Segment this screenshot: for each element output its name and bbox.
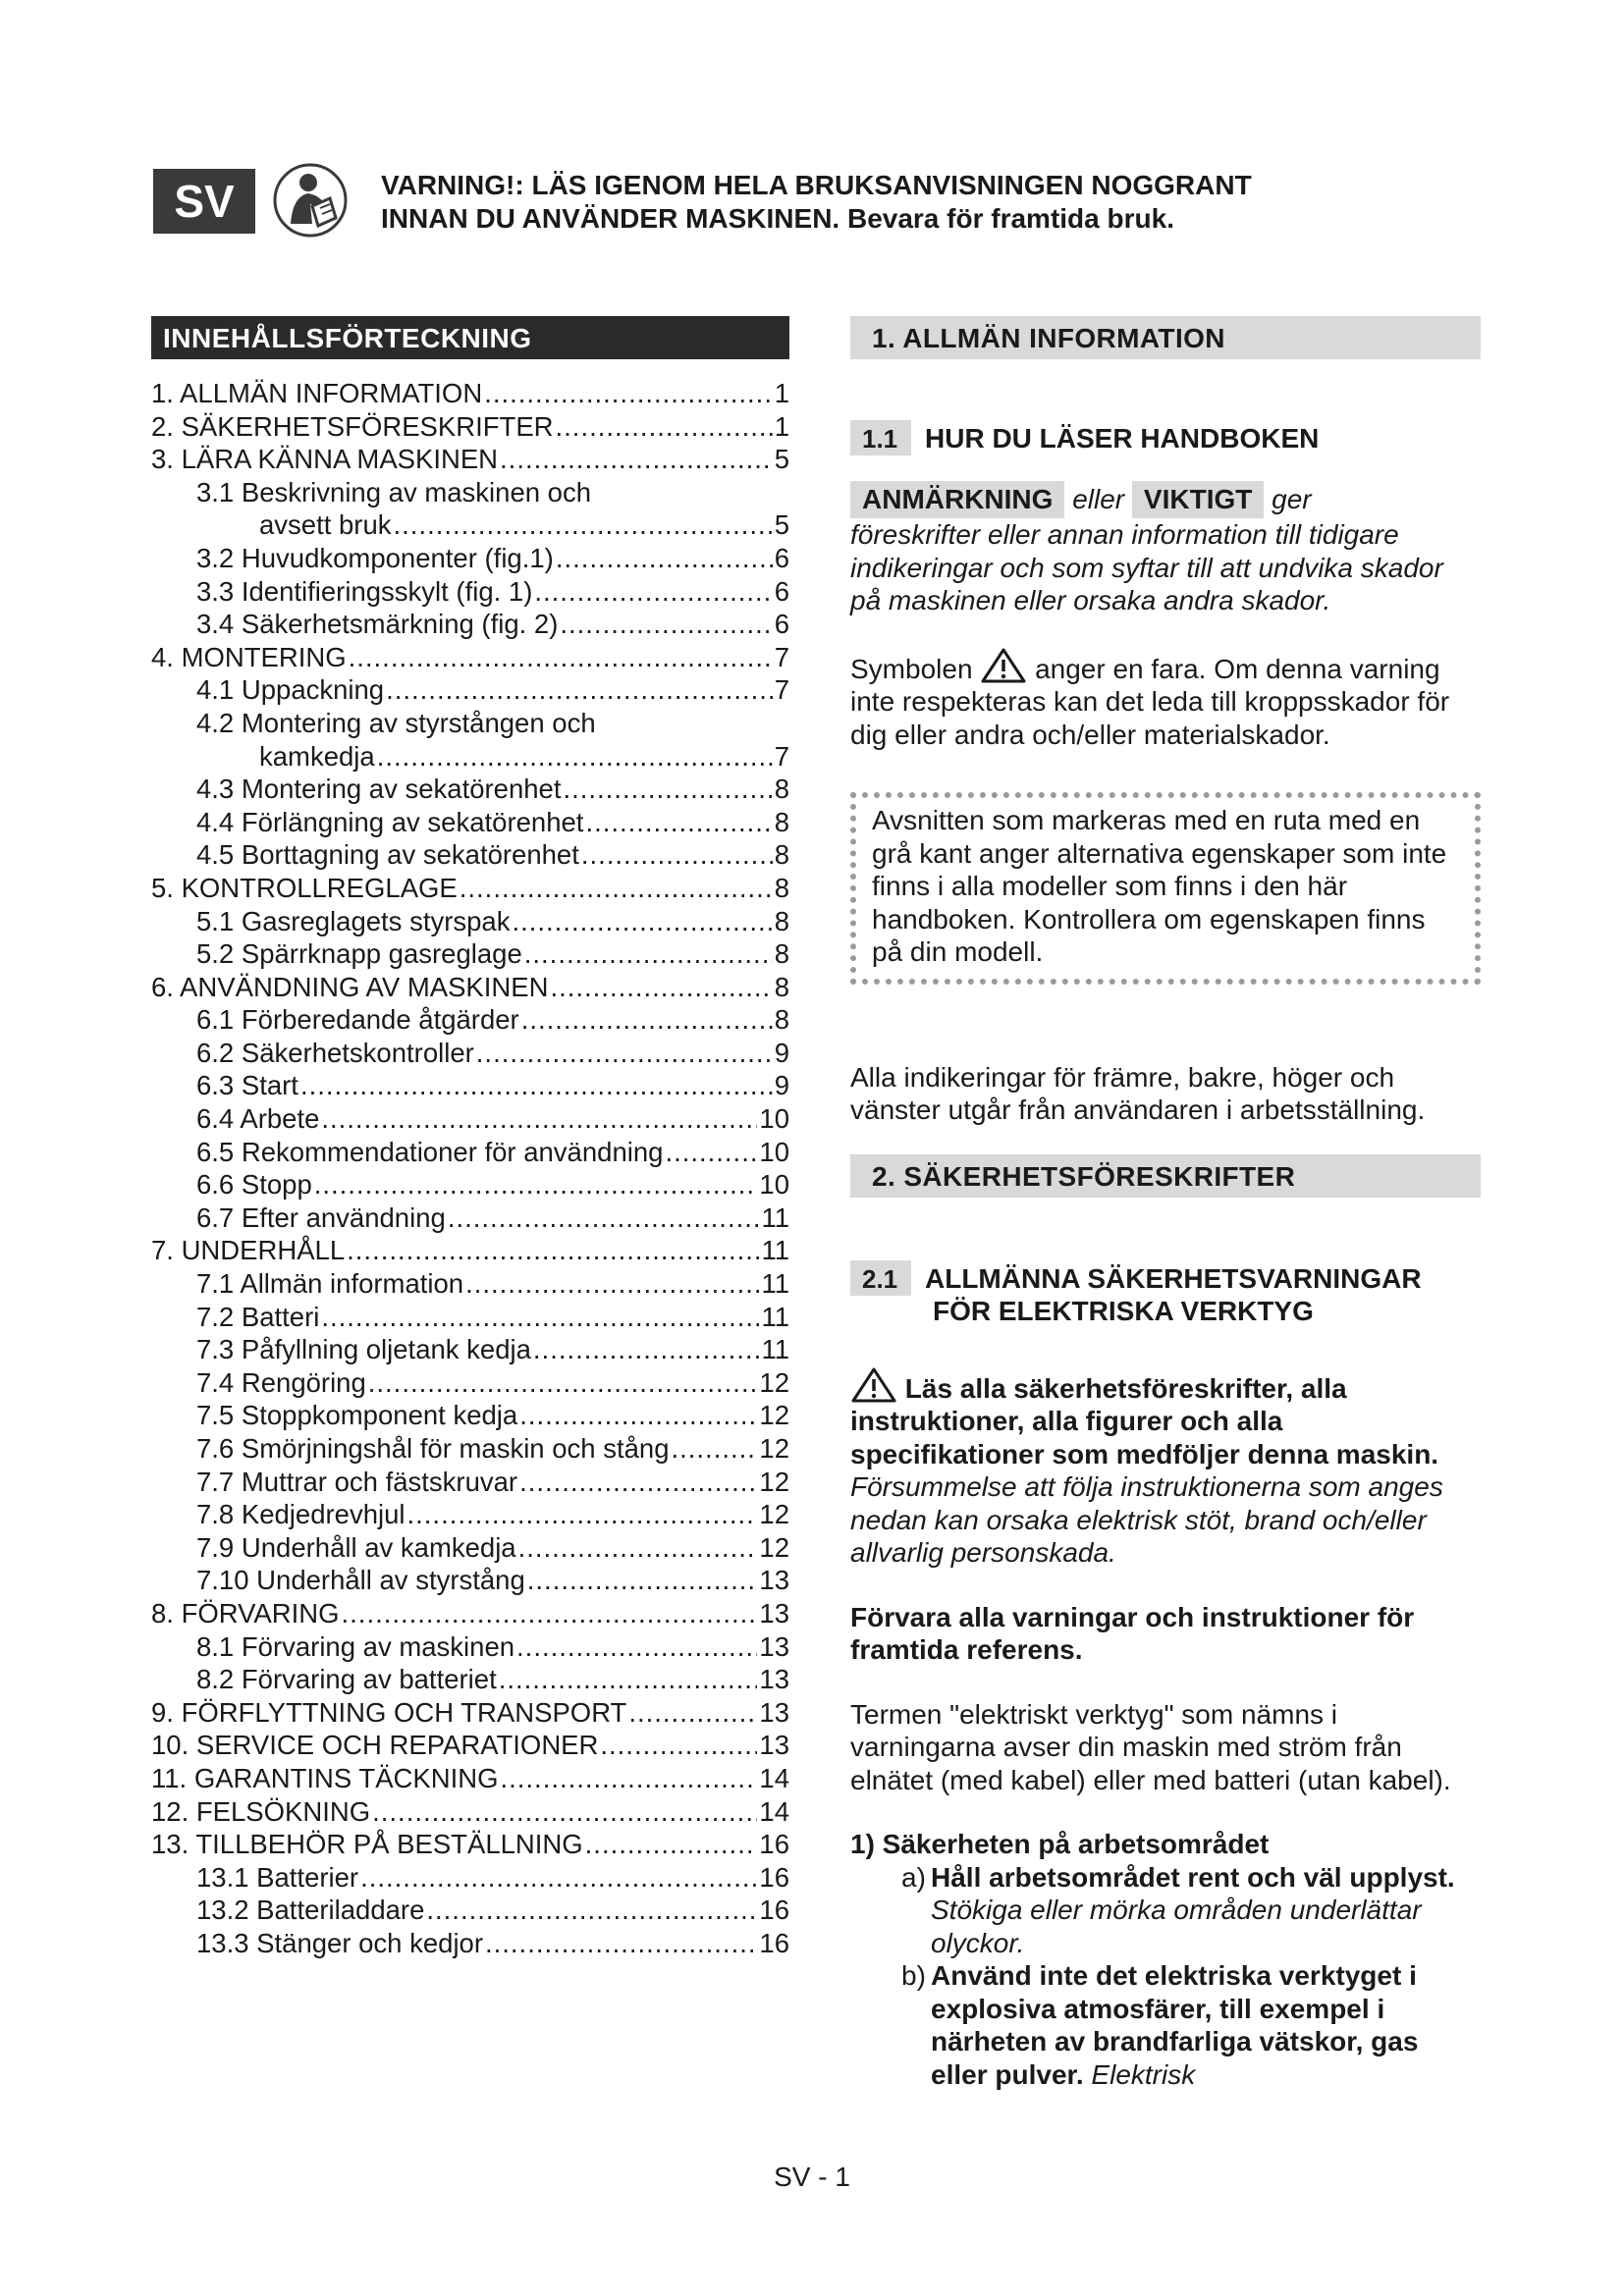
toc-entry-label: 10. SERVICE OCH REPARATIONER xyxy=(151,1730,599,1761)
toc-entry-page: 16 xyxy=(759,1861,789,1893)
toc-entry-label: 6.4 Arbete xyxy=(196,1103,320,1135)
list-item-italic: Elektrisk xyxy=(1091,2058,1196,2090)
list-item-b xyxy=(850,1959,1481,2091)
toc-entry-label: 4.4 Förlängning av sekatörenhet xyxy=(196,806,584,837)
toc-leader xyxy=(349,641,773,674)
toc-entry-label: 11. GARANTINS TÄCKNING xyxy=(151,1762,499,1793)
toc-entry[interactable] xyxy=(151,838,789,872)
list-item-body xyxy=(931,1861,1481,1960)
content-column xyxy=(850,316,1481,2091)
list-item-bold: Håll arbetsområdet rent och väl upplyst. xyxy=(931,1861,1455,1893)
subsection-1-1-heading xyxy=(850,420,1481,455)
subsection-title xyxy=(911,1260,1422,1327)
toc-entry-page: 8 xyxy=(774,1004,789,1036)
toc-entry[interactable] xyxy=(151,508,789,542)
list-item-title: 1) Säkerheten på arbetsområdet xyxy=(850,1829,1270,1859)
subsection-number: 2.1 xyxy=(850,1260,911,1296)
toc-entry-page: 8 xyxy=(774,905,789,936)
important-tag: VIKTIGT xyxy=(1132,481,1264,518)
toc-leader xyxy=(460,872,773,905)
toc-entry-page: 8 xyxy=(774,938,789,970)
note-mid-text: eller xyxy=(1072,484,1125,514)
toc-entry-page: 16 xyxy=(759,1895,789,1926)
toc-entry[interactable] xyxy=(151,1894,789,1927)
toc-entry-label: 7.2 Batteri xyxy=(196,1301,320,1332)
toc-title: INNEHÅLLSFÖRTECKNING xyxy=(151,316,789,359)
table-of-contents xyxy=(151,316,789,1960)
toc-entry-label: 6.3 Start xyxy=(196,1070,298,1101)
toc-entry[interactable] xyxy=(151,1301,789,1334)
toc-entry-label: 8.2 Förvaring av batteriet xyxy=(196,1664,497,1695)
toc-entry[interactable] xyxy=(151,443,789,476)
toc-entry-label: 7.4 Rengöring xyxy=(196,1366,366,1398)
toc-entry-page: 14 xyxy=(759,1795,789,1827)
toc-entry-label: 6.7 Efter användning xyxy=(196,1201,446,1233)
toc-entry[interactable] xyxy=(151,1069,789,1102)
toc-entry-label: 6. ANVÄNDNING AV MASKINEN xyxy=(151,971,549,1002)
toc-leader xyxy=(377,740,773,774)
toc-leader xyxy=(499,1663,758,1696)
toc-leader xyxy=(386,673,773,707)
toc-entry-page: 10 xyxy=(759,1103,789,1135)
toc-leader xyxy=(321,1301,759,1334)
model-variant-note-text: Avsnitten som markeras med en ruta med en grå kant anger alternativa egenskaper som inte finns i alla modeller som finns i den här handboken. Kontrollera om egenskapen finns på din modell. xyxy=(872,805,1447,967)
toc-entry[interactable] xyxy=(151,1003,789,1037)
toc-entry-label: 8. FÖRVARING xyxy=(151,1597,340,1629)
toc-leader xyxy=(501,1762,758,1795)
toc-entry-page: 7 xyxy=(774,740,789,772)
toc-leader xyxy=(563,773,772,806)
toc-entry-page: 11 xyxy=(761,1201,789,1233)
toc-entry[interactable] xyxy=(151,1333,789,1366)
toc-entry[interactable] xyxy=(151,1136,789,1169)
toc-entry-label: 7.6 Smörjningshål för maskin och stång xyxy=(196,1433,670,1464)
toc-leader xyxy=(585,806,772,839)
list-item-body xyxy=(931,1959,1481,2091)
toc-leader xyxy=(581,838,773,872)
toc-leader xyxy=(465,1267,759,1301)
toc-entry-page: 14 xyxy=(759,1762,789,1793)
work-area-safety-list xyxy=(850,1828,1481,2091)
toc-entry-page: 8 xyxy=(774,806,789,837)
toc-leader xyxy=(533,1333,760,1366)
note-tail-text: ger xyxy=(1272,484,1312,514)
toc-entry-page: 11 xyxy=(761,1334,789,1365)
toc-entry[interactable] xyxy=(151,740,789,774)
toc-entry[interactable] xyxy=(151,1531,789,1565)
toc-leader xyxy=(484,377,773,410)
toc-entry[interactable] xyxy=(151,1762,789,1795)
toc-entry[interactable] xyxy=(151,1432,789,1466)
toc-entry[interactable] xyxy=(151,377,789,410)
toc-entry[interactable] xyxy=(151,641,789,674)
toc-entry-page: 8 xyxy=(774,839,789,871)
toc-entry-label: 5.1 Gasreglagets styrspak xyxy=(196,905,511,936)
warning-header xyxy=(381,169,1363,236)
toc-leader xyxy=(347,1234,759,1267)
toc-leader xyxy=(314,1168,758,1201)
toc-entry-label: 6.6 Stopp xyxy=(196,1169,312,1201)
toc-leader xyxy=(527,1564,758,1597)
toc-leader xyxy=(360,1861,757,1895)
toc-entry-page: 10 xyxy=(759,1136,789,1167)
toc-entry[interactable] xyxy=(151,872,789,905)
toc-entry-page: 7 xyxy=(774,641,789,672)
toc-entry-page: 13 xyxy=(759,1730,789,1761)
toc-entry[interactable] xyxy=(151,1927,789,1960)
toc-entry-page: 6 xyxy=(774,575,789,607)
toc-entry-page: 7 xyxy=(774,674,789,706)
toc-leader xyxy=(500,443,773,476)
toc-leader xyxy=(485,1927,757,1960)
toc-entry[interactable] xyxy=(151,542,789,575)
toc-entry-label: 3. LÄRA KÄNNA MASKINEN xyxy=(151,444,499,475)
toc-entry-page: 11 xyxy=(761,1235,789,1266)
section-1-heading: 1. ALLMÄN INFORMATION xyxy=(850,316,1481,359)
toc-entry-page: 6 xyxy=(774,542,789,573)
toc-entry[interactable] xyxy=(151,1366,789,1400)
toc-leader xyxy=(372,1795,757,1829)
general-warning-italic: Försummelse att följa instruktionerna som anges nedan kan orsaka elektrisk stöt, brand och/eller allvarlig personskada. xyxy=(850,1471,1443,1568)
toc-entry-page: 9 xyxy=(774,1070,789,1101)
list-item-italic: Stökiga eller mörka områden underlättar olyckor. xyxy=(931,1895,1422,1958)
toc-entry-label: 3.3 Identifieringsskylt (fig. 1) xyxy=(196,575,533,607)
toc-entry-label: 7.10 Underhåll av styrstång xyxy=(196,1565,525,1596)
toc-entry[interactable] xyxy=(151,1399,789,1432)
toc-leader xyxy=(407,1498,758,1531)
toc-entry[interactable] xyxy=(151,410,789,444)
toc-entry[interactable] xyxy=(151,575,789,609)
toc-entry-page: 16 xyxy=(759,1829,789,1860)
toc-entry[interactable] xyxy=(151,1234,789,1267)
subsection-title: HUR DU LÄSER HANDBOKEN xyxy=(925,423,1320,454)
toc-leader xyxy=(556,410,773,444)
toc-entry-page: 11 xyxy=(761,1268,789,1300)
subsection-title-line-2: FÖR ELEKTRISKA VERKTYG xyxy=(933,1295,1314,1326)
toc-entry-wrapped-head[interactable]: 4.2 Montering av styrstången och xyxy=(196,707,596,738)
toc-entry-page: 8 xyxy=(774,774,789,805)
toc-leader xyxy=(516,1630,757,1664)
toc-entry-label: 4.1 Uppackning xyxy=(196,674,385,706)
list-item-label: b) xyxy=(901,1960,926,1991)
toc-entry-page: 5 xyxy=(774,444,789,475)
toc-entry-page: 13 xyxy=(759,1696,789,1728)
toc-entry-label: kamkedja xyxy=(259,740,375,772)
subsection-number: 1.1 xyxy=(850,420,911,455)
toc-entry-page: 5 xyxy=(774,509,789,541)
toc-leader xyxy=(321,1102,757,1136)
page-number: SV - 1 xyxy=(774,2162,850,2192)
toc-entry-page: 12 xyxy=(759,1531,789,1563)
toc-entry-label: 6.5 Rekommendationer för användning xyxy=(196,1136,664,1167)
toc-entry[interactable] xyxy=(151,1102,789,1136)
toc-entry[interactable] xyxy=(151,773,789,806)
toc-leader xyxy=(300,1069,773,1102)
toc-entry-page: 13 xyxy=(759,1664,789,1695)
toc-leader xyxy=(550,971,772,1004)
toc-entry-label: 4.3 Montering av sekatörenhet xyxy=(196,774,562,805)
toc-entry-label: avsett bruk xyxy=(259,509,392,541)
warning-triangle-icon xyxy=(850,1366,897,1404)
toc-entry[interactable] xyxy=(151,1729,789,1762)
toc-leader xyxy=(394,508,773,542)
warning-line-1: VARNING!: LÄS IGENOM HELA BRUKSANVISNINGEN NOGGRANT xyxy=(381,170,1252,200)
toc-entry-label: 6.1 Förberedande åtgärder xyxy=(196,1004,519,1036)
toc-leader xyxy=(524,937,773,971)
toc-entry[interactable] xyxy=(151,1168,789,1201)
toc-entry-label: 13.2 Batteriladdare xyxy=(196,1895,425,1926)
toc-leader xyxy=(585,1828,758,1861)
toc-entry-page: 13 xyxy=(759,1630,789,1662)
warning-line-2: INNAN DU ANVÄNDER MASKINEN. Bevara för framtida bruk. xyxy=(381,203,1174,234)
toc-entry[interactable] xyxy=(151,1498,789,1531)
toc-entry-page: 9 xyxy=(774,1037,789,1068)
toc-entry-label: 7.3 Påfyllning oljetank kedja xyxy=(196,1334,531,1365)
toc-leader xyxy=(665,1136,757,1169)
toc-entry-label: 1. ALLMÄN INFORMATION xyxy=(151,378,483,408)
toc-entry-label: 7. UNDERHÅLL xyxy=(151,1235,346,1266)
read-manual-icon xyxy=(273,163,348,238)
toc-entry[interactable] xyxy=(151,673,789,707)
language-badge: SV xyxy=(153,169,255,234)
list-item-a xyxy=(850,1861,1481,1960)
general-warning-paragraph xyxy=(850,1366,1481,1570)
toc-entry[interactable] xyxy=(151,1861,789,1895)
toc-leader xyxy=(556,542,773,575)
toc-entry[interactable] xyxy=(151,806,789,839)
toc-entry-wrapped-head[interactable]: 3.1 Beskrivning av maskinen och xyxy=(196,476,592,507)
toc-entry[interactable] xyxy=(151,971,789,1004)
model-variant-note-box xyxy=(850,792,1481,985)
toc-leader xyxy=(476,1037,773,1070)
toc-entry[interactable] xyxy=(151,1828,789,1861)
toc-entry-page: 16 xyxy=(759,1927,789,1958)
toc-entry-page: 12 xyxy=(759,1433,789,1464)
toc-leader xyxy=(426,1894,757,1927)
toc-entry-page: 13 xyxy=(759,1597,789,1629)
toc-entry[interactable] xyxy=(151,905,789,938)
toc-leader xyxy=(534,575,772,609)
toc-entry-label: 9. FÖRFLYTTNING OCH TRANSPORT xyxy=(151,1696,627,1728)
toc-entry-label: 4. MONTERING xyxy=(151,641,347,672)
section-2-heading: 2. SÄKERHETSFÖRESKRIFTER xyxy=(850,1154,1481,1198)
toc-list xyxy=(151,377,789,1960)
note-body: föreskrifter eller annan information till tidigare indikeringar och som syftar till att undvika skador på maskinen eller orsaka andra skador. xyxy=(850,519,1443,615)
toc-entry[interactable] xyxy=(151,608,789,641)
symbol-post-text: anger en fara. Om denna varning inte respekteras kan det leda till kroppsskador för dig eller andra och/eller materialskador. xyxy=(850,653,1450,750)
toc-entry-page: 10 xyxy=(759,1169,789,1201)
toc-leader xyxy=(512,905,772,938)
list-item-label: a) xyxy=(901,1861,926,1893)
toc-entry-page: 1 xyxy=(774,410,789,442)
general-warning-bold: Läs alla säkerhetsföreskrifter, alla instruktioner, alla figurer och alla specifikationer som medföljer denna maskin. xyxy=(850,1372,1439,1469)
toc-entry[interactable] xyxy=(151,1037,789,1070)
toc-entry[interactable] xyxy=(151,1466,789,1499)
toc-entry-page: 6 xyxy=(774,609,789,640)
toc-entry[interactable] xyxy=(151,1795,789,1829)
toc-leader xyxy=(628,1696,757,1730)
toc-entry-page: 13 xyxy=(759,1565,789,1596)
toc-entry-label: 7.9 Underhåll av kamkedja xyxy=(196,1531,516,1563)
toc-entry-page: 1 xyxy=(774,378,789,408)
toc-entry-label: 6.2 Säkerhetskontroller xyxy=(196,1037,474,1068)
toc-leader xyxy=(560,608,772,641)
toc-entry-label: 13.3 Stänger och kedjor xyxy=(196,1927,483,1958)
toc-entry[interactable] xyxy=(151,937,789,971)
toc-entry-page: 12 xyxy=(759,1400,789,1431)
toc-entry-label: 2. SÄKERHETSFÖRESKRIFTER xyxy=(151,410,554,442)
warning-triangle-icon xyxy=(980,647,1027,684)
toc-entry-page: 11 xyxy=(761,1301,789,1332)
toc-entry-page: 8 xyxy=(774,971,789,1002)
toc-entry[interactable] xyxy=(151,1597,789,1630)
toc-entry-page: 12 xyxy=(759,1499,789,1530)
note-paragraph xyxy=(850,481,1481,617)
subsection-2-1-heading xyxy=(850,1260,1481,1327)
toc-entry[interactable] xyxy=(151,1696,789,1730)
toc-leader xyxy=(521,1003,773,1037)
toc-leader xyxy=(600,1729,757,1762)
toc-leader xyxy=(342,1597,758,1630)
keep-instructions-paragraph: Förvara alla varningar och instruktioner för framtida referens. xyxy=(850,1601,1415,1665)
toc-entry-label: 3.4 Säkerhetsmärkning (fig. 2) xyxy=(196,609,559,640)
toc-leader xyxy=(519,1399,757,1432)
toc-entry-page: 8 xyxy=(774,872,789,903)
toc-entry[interactable] xyxy=(151,1267,789,1301)
power-tool-term-paragraph: Termen "elektriskt verktyg" som nämns i varningarna avser din maskin med ström från elnätet (med kabel) eller med batteri (utan kabel). xyxy=(850,1698,1451,1795)
toc-entry-label: 5.2 Spärrknapp gasreglage xyxy=(196,938,522,970)
toc-entry-label: 7.7 Muttrar och fästskruvar xyxy=(196,1466,518,1497)
toc-entry-page: 12 xyxy=(759,1466,789,1497)
toc-entry-label: 7.5 Stoppkomponent kedja xyxy=(196,1400,518,1431)
toc-leader xyxy=(519,1466,757,1499)
orientation-paragraph: Alla indikeringar för främre, bakre, höger och vänster utgår från användaren i arbetsställning. xyxy=(850,1061,1426,1125)
toc-entry-label: 5. KONTROLLREGLAGE xyxy=(151,872,458,903)
symbol-pre-text: Symbolen xyxy=(850,653,973,684)
hazard-symbol-paragraph xyxy=(850,647,1481,752)
toc-entry[interactable] xyxy=(151,1564,789,1597)
toc-leader xyxy=(672,1432,758,1466)
toc-entry-page: 12 xyxy=(759,1366,789,1398)
toc-entry-label: 13. TILLBEHÖR PÅ BESTÄLLNING xyxy=(151,1829,583,1860)
toc-leader xyxy=(448,1201,760,1235)
toc-entry-label: 12. FELSÖKNING xyxy=(151,1795,371,1827)
toc-entry-label: 7.1 Allmän information xyxy=(196,1268,464,1300)
note-tag: ANMÄRKNING xyxy=(850,481,1064,518)
toc-entry-label: 7.8 Kedjedrevhjul xyxy=(196,1499,406,1530)
toc-entry[interactable] xyxy=(151,1630,789,1664)
toc-entry-label: 13.1 Batterier xyxy=(196,1861,359,1893)
list-item-bold: Använd inte det elektriska verktyget i explosiva atmosfärer, till exempel i närheten av brandfarliga vätskor, gas eller pulver. xyxy=(931,1960,1419,2090)
toc-entry[interactable] xyxy=(151,1201,789,1235)
toc-entry-label: 4.5 Borttagning av sekatörenhet xyxy=(196,839,579,871)
toc-entry[interactable] xyxy=(151,1663,789,1696)
subsection-title-line-1: ALLMÄNNA SÄKERHETSVARNINGAR xyxy=(925,1262,1422,1294)
toc-leader xyxy=(518,1531,758,1565)
toc-entry-label: 8.1 Förvaring av maskinen xyxy=(196,1630,515,1662)
toc-leader xyxy=(368,1366,758,1400)
toc-entry-label: 3.2 Huvudkomponenter (fig.1) xyxy=(196,542,554,573)
